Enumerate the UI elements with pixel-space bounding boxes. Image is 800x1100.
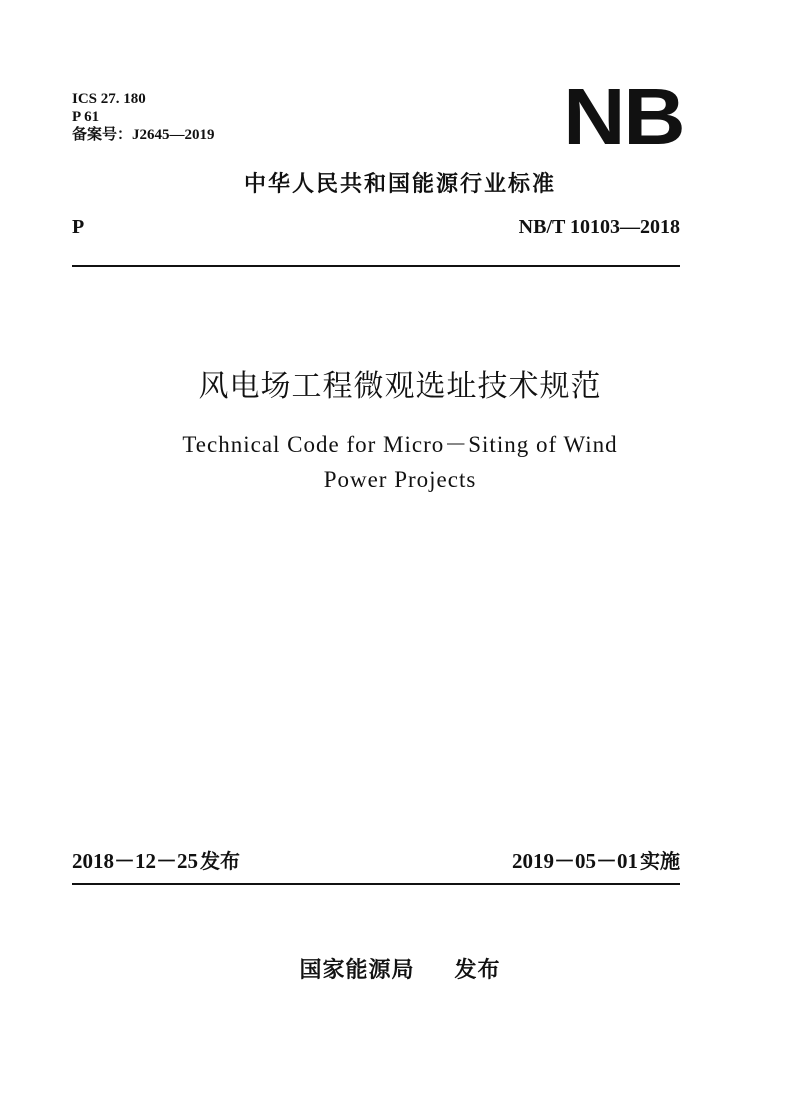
publisher-action: 发布 bbox=[454, 958, 501, 983]
standard-mark: NB bbox=[563, 72, 684, 161]
title-english-line-1: Technical Code for Micro－Siting of Wind bbox=[182, 432, 618, 457]
ics-code: ICS 27. 180 bbox=[72, 91, 146, 107]
issue-date-block bbox=[72, 846, 240, 876]
ccs-code: P 61 bbox=[72, 109, 100, 125]
classification-letter: P bbox=[72, 216, 85, 238]
standard-category: 中华人民共和国能源行业标准 bbox=[243, 172, 556, 197]
issue-date: 2018－12－25 bbox=[72, 849, 198, 873]
standard-number: NB/T 10103—2018 bbox=[518, 216, 680, 238]
record-number: 备案号：J2645—2019 bbox=[72, 127, 215, 143]
issue-label: 发布 bbox=[200, 849, 240, 873]
publisher-name: 国家能源局 bbox=[299, 958, 415, 983]
implementation-date: 2019－05－01 bbox=[512, 849, 638, 873]
bottom-divider bbox=[72, 883, 680, 885]
title-english-line-2: Power Projects bbox=[323, 467, 477, 492]
title-chinese: 风电场工程微观选址技术规范 bbox=[198, 369, 602, 404]
top-divider bbox=[72, 265, 680, 267]
implementation-date-block bbox=[512, 846, 680, 876]
implementation-label: 实施 bbox=[640, 849, 680, 873]
publisher-line bbox=[0, 956, 800, 986]
